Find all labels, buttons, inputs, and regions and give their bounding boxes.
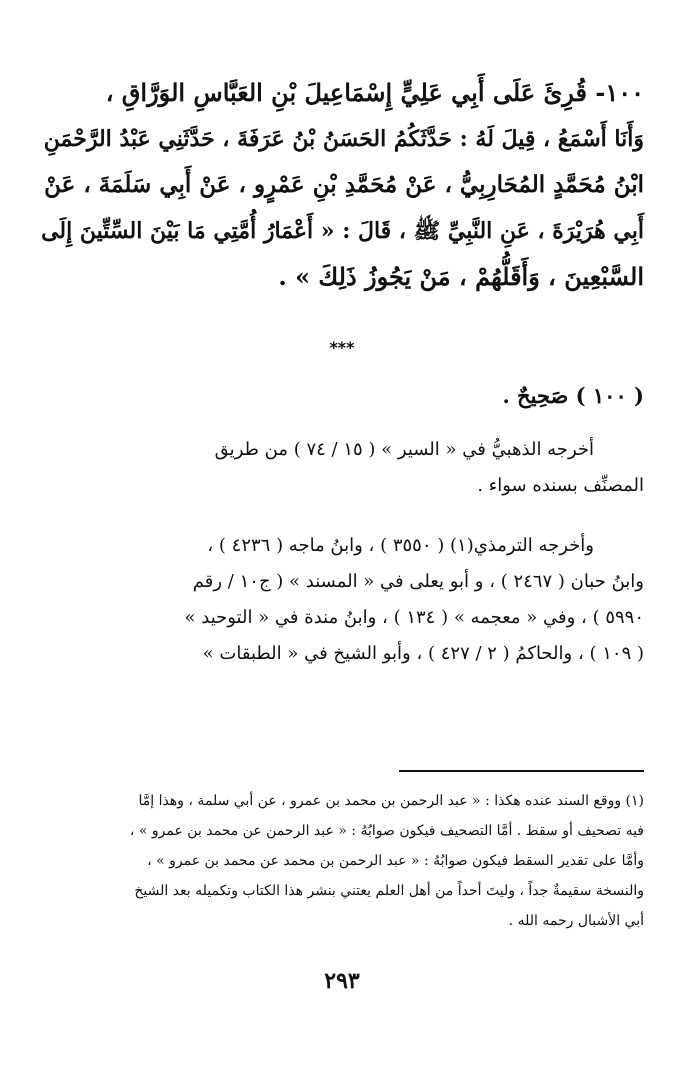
footnote-line-4: والنسخة سقيمةٌ جداً ، وليتَ أحداً من أهل العلم يعتني بنشر هذا الكتاب وتكميله بعد الشيخ bbox=[134, 883, 644, 899]
footnote-line-5: أبي الأشبال رحمه الله . bbox=[508, 913, 644, 929]
footnote-line-1: (١) ووقع السند عنده هكذا : « عبد الرحمن بن محمد بن عمرو ، عن أبي سلمة ، وهذا إمَّا bbox=[138, 793, 644, 809]
footnote-divider bbox=[399, 770, 644, 772]
takhrij-2-line-1: وأخرجه الترمذي(١) ( ٣٥٥٠ ) ، وابنُ ماجه ( ٤٢٣٦ ) ، bbox=[207, 535, 594, 556]
takhrij-paragraph-2 bbox=[39, 528, 644, 672]
hadith-line-2: وَأَنَا أَسْمَعُ ، قِيلَ لَهُ : حَدَّثَكُمُ الحَسَنُ بْنُ عَرَفَةَ ، حَدَّثَنِي عَبْدُ الرَّحْمَنِ bbox=[43, 126, 644, 152]
footnote-line-2: فيه تصحيف أو سقط . أمَّا التصحيف فيكون صوابُهُ : « عبد الرحمن عن محمد بن عمرو » ، bbox=[129, 823, 644, 839]
hadith-line-5: السَّبْعِينَ ، وَأَقَلُّهُمْ ، مَنْ يَجُوزُ ذَلِكَ » . bbox=[278, 262, 644, 291]
section-separator: *** bbox=[329, 338, 355, 357]
hadith-line-3: ابْنُ مُحَمَّدٍ المُحَارِبِيُّ ، عَنْ مُحَمَّدِ بْنِ عَمْرٍو ، عَنْ أَبِي سَلَمَةَ ، عَنْ bbox=[44, 171, 644, 198]
takhrij-1-line-2: المصنِّف بسنده سواء . bbox=[477, 475, 644, 496]
takhrij-2-line-2: وابنُ حبان ( ٢٤٦٧ ) ، و أبو يعلى في « المسند » ( ج١٠ / رقم bbox=[192, 571, 644, 592]
takhrij-2-line-4: ( ١٠٩ ) ، والحاكمُ ( ٢ / ٤٢٧ ) ، وأبو الشيخ في « الطبقات » bbox=[202, 643, 644, 664]
hadith-line-1: ١٠٠- قُرِئَ عَلَى أَبِي عَلِيٍّ إِسْمَاعِيلَ بْنِ العَبَّاسِ الوَرَّاقِ ، bbox=[105, 78, 644, 107]
takhrij-2-line-3: ٥٩٩٠ ) ، وفي « معجمه » ( ١٣٤ ) ، وابنُ مندة في « التوحيد » bbox=[184, 607, 644, 628]
takhrij-1-line-1: أخرجه الذهبيُّ في « السير » ( ١٥ / ٧٤ ) من طريق bbox=[214, 439, 594, 460]
footnotes bbox=[34, 786, 644, 936]
hadith-line-4: أَبِي هُرَيْرَةَ ، عَنِ النَّبِيِّ ﷺ ، قَالَ : « أَعْمَارُ أُمَّتِي مَا بَيْنَ السِّتِّينَ إِلَى bbox=[41, 218, 644, 244]
takhrij-paragraph-1 bbox=[39, 432, 644, 504]
page-number: ٢٩٣ bbox=[324, 968, 360, 994]
footnote-line-3: وأمَّا على تقدير السقط فيكون صوابُهُ : « عبد الرحمن بن محمد عن محمد بن عمرو » ، bbox=[147, 853, 644, 869]
hadith-text bbox=[34, 70, 644, 300]
hadith-grade: ( ١٠٠ ) صَحِيحٌ . bbox=[502, 383, 644, 408]
